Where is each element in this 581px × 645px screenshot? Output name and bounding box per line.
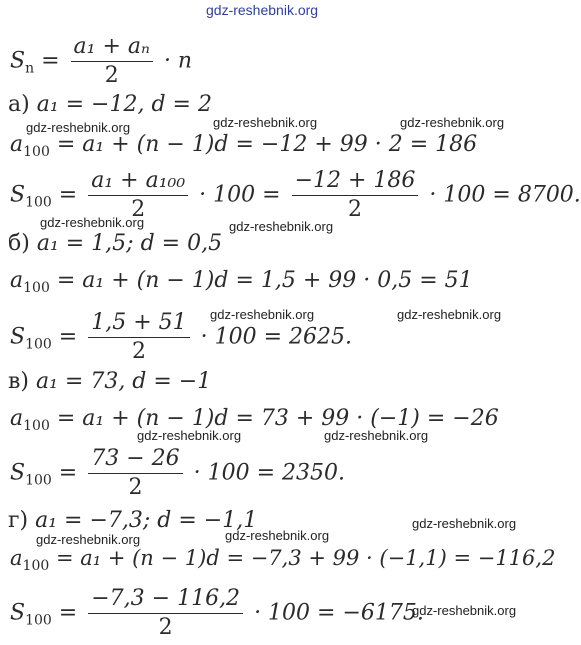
watermark: gdz-reshebnik.org: [210, 307, 315, 322]
watermark: gdz-reshebnik.org: [400, 115, 505, 130]
part-b-an: $a_{100} = a_1 + (n - 1)d = 1,5 + 99 \cdot 0,5 = 51$: [10, 268, 473, 296]
watermark: gdz-reshebnik.org: [229, 219, 334, 234]
part-c-an: $a_{100} = a_1 + (n - 1)d = 73 + 99 \cdot (-1) = -26$: [10, 406, 499, 434]
watermark-top: gdz-reshebnik.org: [206, 2, 319, 18]
watermark: gdz-reshebnik.org: [412, 516, 517, 531]
part-a-an: $a_{100} = a_1 + (n - 1)d = -12 + 99 \cdot 2 = 186$: [10, 132, 478, 160]
part-c-sum: $S_{100}$ = $\frac{73 - 26}{2}$ · 100 = 2350.: [10, 446, 346, 500]
part-d-an: $a_{100} = a_1 + (n - 1)d = -7,3 + 99 \cdot (-1,1) = -116,2$: [10, 546, 556, 574]
part-b-given: б) a₁ = 1,5; d = 0,5: [8, 231, 223, 256]
part-c-given: в) a₁ = 73, d = −1: [8, 369, 212, 394]
watermark: gdz-reshebnik.org: [36, 532, 141, 547]
watermark: gdz-reshebnik.org: [324, 428, 429, 443]
part-b-sum: $S_{100}$ = $\frac{1,5 + 51}{2}$ · 100 = 2625.: [10, 310, 353, 364]
watermark: gdz-reshebnik.org: [40, 215, 145, 230]
watermark: gdz-reshebnik.org: [137, 428, 242, 443]
watermark: gdz-reshebnik.org: [213, 115, 318, 130]
watermark: gdz-reshebnik.org: [26, 120, 131, 135]
formula-fraction: $\frac{\text{a₁ + aₙ}}{2}$: [71, 34, 153, 89]
watermark: gdz-reshebnik.org: [412, 603, 517, 618]
part-a-sum: $S_{100}$ = $\frac{\text{a₁ + a₁₀₀}}{2}$ · 100 = $\frac{-12 + 186}{2}$ · 100 = 8700.: [10, 168, 581, 222]
part-d-given: г) a₁ = −7,3; d = −1,1: [8, 508, 258, 533]
part-a-given: а) a₁ = −12, d = 2: [8, 92, 212, 117]
watermark: gdz-reshebnik.org: [225, 528, 330, 543]
sum-formula: $S_n$ = $\frac{\text{a₁ + aₙ}}{2}$ · n: [10, 34, 193, 88]
watermark: gdz-reshebnik.org: [397, 307, 502, 322]
part-d-sum: $S_{100}$ = $\frac{-7,3 - 116,2}{2}$ · 100 = −6175.: [10, 586, 424, 640]
